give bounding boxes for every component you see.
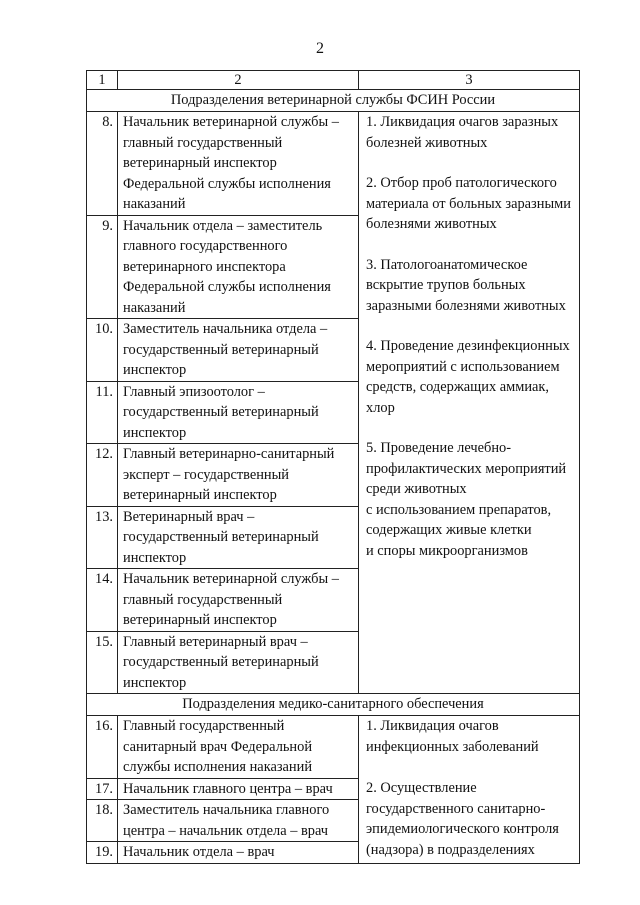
- row-number: 14.: [87, 569, 118, 632]
- row-number: 10.: [87, 319, 118, 382]
- table-row: [87, 112, 580, 216]
- section-header-row: [87, 694, 580, 716]
- position-title: Начальник ветеринарной службы – главный государственный ветеринарный инспектор: [118, 569, 359, 632]
- position-title: Начальник ветеринарной службы – главный государственный ветеринарный инспектор Федеральной службы исполнения наказаний: [118, 112, 359, 216]
- position-title: Главный эпизоотолог – государственный ветеринарный инспектор: [118, 381, 359, 444]
- row-number: 11.: [87, 381, 118, 444]
- page-number: 2: [316, 40, 324, 57]
- position-title: Заместитель начальника отдела – государственный ветеринарный инспектор: [118, 319, 359, 382]
- action-item: 2. Отбор проб патологического материала от больных заразными болезнями животных: [366, 175, 571, 232]
- header-col-2: 2: [118, 71, 359, 90]
- position-title: Начальник отдела – заместитель главного государственного ветеринарного инспектора Федеральной службы исполнения наказаний: [118, 215, 359, 319]
- header-col-3: 3: [359, 71, 580, 90]
- position-title: Начальник отдела – врач: [118, 842, 359, 864]
- section-title-veterinary: Подразделения ветеринарной службы ФСИН России: [87, 90, 580, 112]
- action-item: 3. Патологоанатомическое вскрытие трупов больных заразными болезнями животных: [366, 256, 566, 314]
- position-title: Начальник главного центра – врач: [118, 778, 359, 800]
- row-number: 9.: [87, 215, 118, 319]
- row-number: 12.: [87, 444, 118, 507]
- position-title: Главный ветеринарно-санитарный эксперт – государственный ветеринарный инспектор: [118, 444, 359, 507]
- section-header-row: [87, 90, 580, 112]
- positions-table: [86, 70, 580, 864]
- veterinary-actions-cell: [359, 112, 580, 694]
- medical-actions-cell: [359, 716, 580, 864]
- position-title: Ветеринарный врач – государственный ветеринарный инспектор: [118, 506, 359, 569]
- action-item: 1. Ликвидация очагов инфекционных заболеваний: [366, 718, 539, 755]
- table-row: [87, 716, 580, 779]
- section-title-medical: Подразделения медико-санитарного обеспечения: [87, 694, 580, 716]
- position-title: Заместитель начальника главного центра – начальник отдела – врач: [118, 800, 359, 842]
- action-item: 2. Осуществление государственного санитарно- эпидемиологического контроля (надзора) в подразделениях: [366, 780, 559, 858]
- header-col-1: 1: [87, 71, 118, 90]
- row-number: 18.: [87, 800, 118, 842]
- row-number: 8.: [87, 112, 118, 216]
- row-number: 19.: [87, 842, 118, 864]
- action-item: 4. Проведение дезинфекционных мероприятий с использованием средств, содержащих аммиак, хлор: [366, 338, 570, 416]
- action-item: 5. Проведение лечебно- профилактических мероприятий среди животных с использованием препаратов, содержащих живые клетки и споры микроорганизмов: [366, 440, 567, 559]
- position-title: Главный государственный санитарный врач Федеральной службы исполнения наказаний: [118, 716, 359, 779]
- row-number: 17.: [87, 778, 118, 800]
- row-number: 15.: [87, 631, 118, 694]
- table-header-row: [87, 71, 580, 90]
- position-title: Главный ветеринарный врач – государственный ветеринарный инспектор: [118, 631, 359, 694]
- action-item: 1. Ликвидация очагов заразных болезней животных: [366, 114, 559, 151]
- row-number: 16.: [87, 716, 118, 779]
- row-number: 13.: [87, 506, 118, 569]
